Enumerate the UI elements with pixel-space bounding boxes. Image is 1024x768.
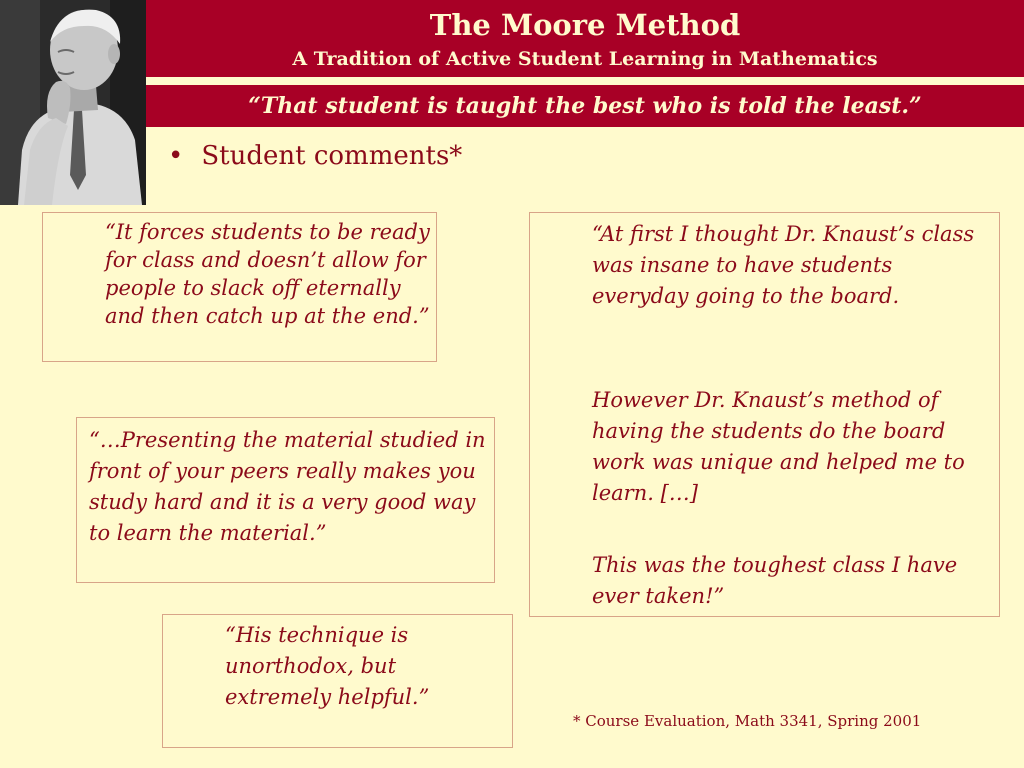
footnote: * Course Evaluation, Math 3341, Spring 2001 [573,712,922,730]
bullet-symbol: • [168,141,184,171]
comment-text: “It forces students to be ready for class and doesn’t allow for people to slack off eternally and then catch up at the end.” [105,220,430,328]
title-banner [146,0,1024,77]
page-title: The Moore Method [429,8,741,42]
quote-banner [146,85,1024,127]
comment-paragraph-1: “At first I thought Dr. Knaust’s class was insane to have students everyday going to the board. [592,222,975,308]
comment-paragraph-3: This was the toughest class I have ever taken!” [592,553,958,608]
comment-box-1 [42,212,437,362]
comment-box-3 [162,614,513,748]
page-subtitle: A Tradition of Active Student Learning in Mathematics [292,48,878,70]
portrait-illustration [0,0,146,205]
motto-quote: “That student is taught the best who is told the least.” [248,93,922,119]
comment-text: “…Presenting the material studied in front of your peers really makes you study hard and it is a very good way to learn the material.” [89,428,486,545]
comment-paragraph-2: However Dr. Knaust’s method of having the students do the board work was unique and helped me to learn. […] [592,388,965,505]
bullet-heading [168,140,462,172]
portrait-photo [0,0,146,205]
comment-text: “His technique is unorthodox, but extremely helpful.” [225,623,430,709]
band-divider [146,77,1024,85]
bullet-text: Student comments* [201,141,463,171]
comment-box-4 [529,212,1000,617]
comment-box-2 [76,417,495,583]
